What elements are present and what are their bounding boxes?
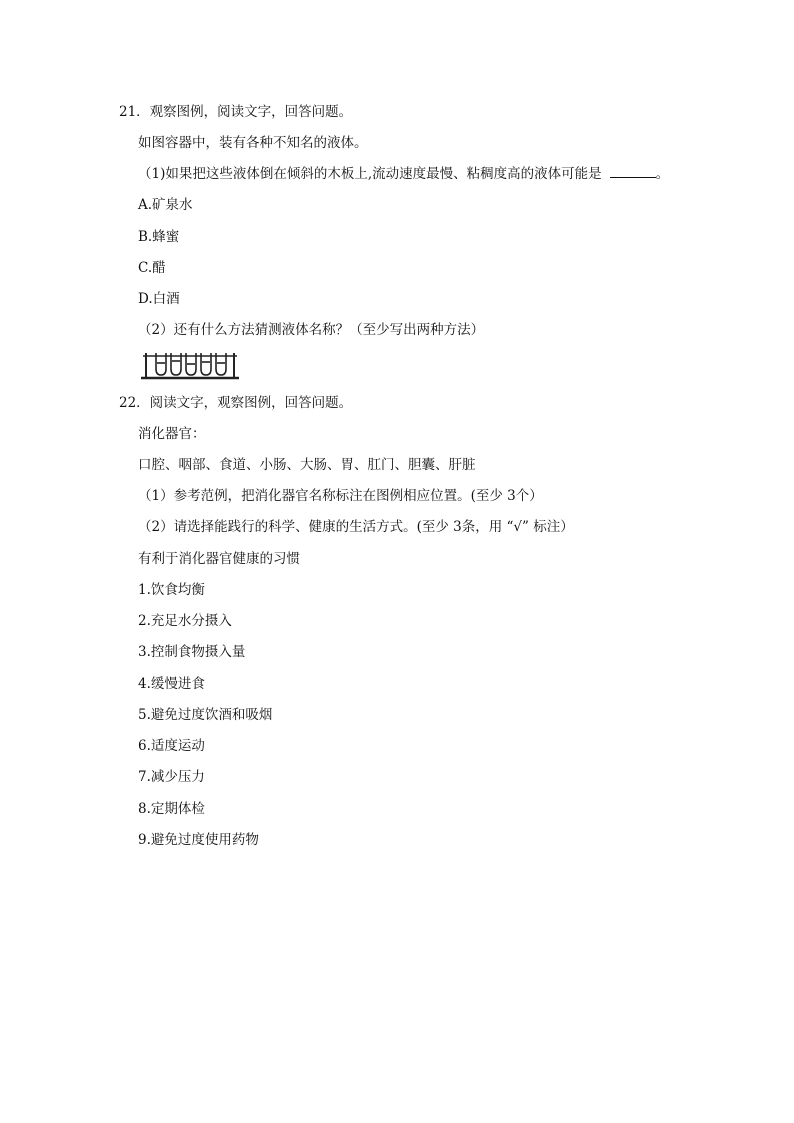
q21-sub1-text: （1)如果把这些液体倒在倾斜的木板上,流动速度最慢、粘稠度高的液体可能是 [138,166,602,182]
answer-blank[interactable] [610,165,656,178]
option-b: B.蜂蜜 [138,229,180,245]
q21-header: 21．观察图例，阅读文字，回答问题。 [119,104,353,120]
q22-subquestion-1: （1）参考范例，把消化器官名称标注在图例相应位置。(至少 3个） [138,488,543,504]
q22-organs-list: 口腔、咽部、食道、小肠、大肠、胃、肛门、胆囊、肝脏 [138,457,476,473]
habit-item: 3.控制食物摄入量 [138,644,246,660]
q22-header: 22．阅读文字，观察图例，回答问题。 [119,395,353,411]
option-d: D.白酒 [138,291,180,307]
habit-item: 2.充足水分摄入 [138,613,232,629]
q22-organs-label: 消化器官： [138,426,206,442]
habit-item: 7.减少压力 [138,769,205,785]
habit-item: 8.定期体检 [138,801,205,817]
q22-subquestion-2: （2）请选择能践行的科学、健康的生活方式。(至少 3条，用 “√” 标注） [138,519,574,535]
test-tube-rack-icon [140,349,240,381]
option-c: C.醋 [138,260,166,276]
q21-subquestion-2: （2）还有什么方法猜测液体名称？（至少写出两种方法） [138,322,485,338]
q21-intro: 如图容器中，装有各种不知名的液体。 [138,135,368,151]
q22-habits-title: 有利于消化器官健康的习惯 [138,551,300,567]
habit-item: 5.避免过度饮酒和吸烟 [138,707,273,723]
habit-item: 4.缓慢进食 [138,676,205,692]
habit-item: 6.适度运动 [138,738,205,754]
q21-subquestion-1 [138,165,669,183]
option-a: A.矿泉水 [138,197,193,213]
habit-item: 1.饮食均衡 [138,582,205,598]
q21-sub1-end: 。 [655,166,670,182]
habit-item: 9.避免过度使用药物 [138,832,259,848]
